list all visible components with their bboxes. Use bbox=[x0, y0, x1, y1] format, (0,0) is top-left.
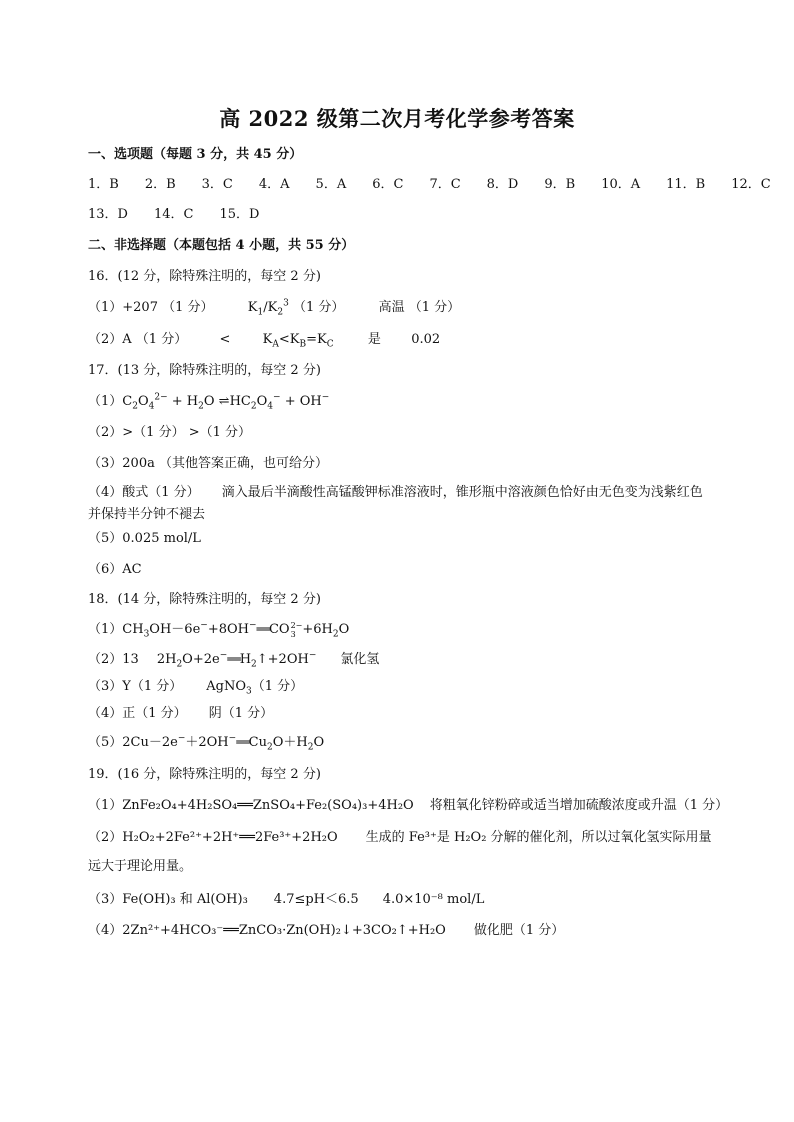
q19-p2-note: 生成的 Fe³⁺是 H₂O₂ 分解的催化剂，所以过氧化氢实际用量 bbox=[365, 830, 712, 845]
q16-p2-a: （2）A （1 分） bbox=[88, 332, 188, 347]
q17-header: 17．(13 分，除特殊注明的，每空 2 分) bbox=[88, 363, 321, 378]
mc-answers-row2 bbox=[88, 206, 285, 224]
mc-answer: 7．C bbox=[429, 177, 461, 192]
mc-answer: 10．A bbox=[601, 177, 641, 192]
q18-part2: （2）13 $2H_2O+2e^-══H_2↑+2OH^-$ 氯化氢 bbox=[88, 650, 380, 670]
q16-part2 bbox=[88, 331, 440, 349]
q19-part3: （3）Fe(OH)₃ 和 Al(OH)₃ 4.7≤pH＜6.5 4.0×10⁻⁸ mol/L bbox=[88, 892, 485, 907]
q17-part6: （6）AC bbox=[88, 562, 142, 577]
q17-part5: （5）0.025 mol/L bbox=[88, 531, 201, 546]
equilibrium-arrow: ⇌ bbox=[218, 394, 230, 409]
q18-part1: $(1)CH_3OH-6e^-+8OH^-══CO$ 2− 3 $+6H_2O$ bbox=[88, 620, 350, 640]
mc-answer: 14．C bbox=[153, 207, 194, 222]
q16-p1-b: $K_1/K_2^3$ （1 分） bbox=[247, 298, 345, 318]
q17-part4 bbox=[88, 482, 708, 526]
mc-answer: 3．C bbox=[201, 177, 233, 192]
q16-p2-c: $K_A<K_B=K_C$ bbox=[262, 332, 334, 350]
q17-part2: （2）>（1 分） >（1 分） bbox=[88, 425, 251, 440]
mc-answer: 12．C bbox=[731, 177, 771, 192]
q19-part2 bbox=[88, 829, 712, 847]
q19-part4: （4）2Zn²⁺+4HCO₃⁻══ZnCO₃·Zn(OH)₂↓+3CO₂↑+H₂O 做化肥（1 分） bbox=[88, 923, 565, 938]
page-title: 高 2022 级第二次月考化学参考答案 bbox=[219, 106, 575, 131]
q18-header: 18．(14 分，除特殊注明的，每空 2 分) bbox=[88, 592, 321, 607]
q16-header: 16．(12 分，除特殊注明的，每空 2 分) bbox=[88, 269, 321, 284]
q19-p1-note: 将粗氧化锌粉碎或适当增加硫酸浓度或升温（1 分） bbox=[429, 798, 729, 813]
q16-p1-c: 高温 （1 分） bbox=[378, 300, 461, 315]
q17-p4-a: （4）酸式（1 分） bbox=[88, 485, 200, 500]
mc-answer: 6．C bbox=[372, 177, 404, 192]
mc-answer: 8．D bbox=[486, 177, 519, 192]
q16-p2-b: < bbox=[219, 332, 231, 347]
q19-part2-cont: 远大于理论用量。 bbox=[88, 859, 193, 874]
q18-part3: （3）Y（1 分） AgNO$_3$（1 分） bbox=[88, 679, 304, 697]
mc-answer: 13．D bbox=[88, 207, 128, 222]
q16-p1-a: （1）+207 （1 分） bbox=[88, 300, 214, 315]
q19-p2-eq: （2）H₂O₂+2Fe²⁺+2H⁺══2Fe³⁺+2H₂O bbox=[88, 830, 338, 845]
q18-part5: $(5)2Cu-2e^-+2OH^-══Cu_2O+H_2O$ bbox=[88, 733, 325, 753]
mc-answers-row1 bbox=[88, 176, 771, 194]
mc-answer: 15．D bbox=[219, 207, 260, 222]
q16-part1 bbox=[88, 299, 460, 317]
section1-heading: 一、选项题（每题 3 分，共 45 分） bbox=[88, 147, 303, 162]
q16-p2-e: 0.02 bbox=[411, 332, 441, 347]
mc-answer: 2．B bbox=[144, 177, 176, 192]
q19-p1-eq: （1）ZnFe₂O₄+4H₂SO₄══ZnSO₄+Fe₂(SO₄)₃+4H₂O bbox=[88, 798, 414, 813]
mc-answer: 5．A bbox=[315, 177, 347, 192]
q17-p4-b: 滴入最后半滴酸性高锰酸钾标准溶液时，锥形瓶中溶液颜色恰好由无色变为浅紫红色并保持半分钟不褪去 bbox=[88, 485, 703, 522]
mc-answer: 1．B bbox=[88, 177, 119, 192]
mc-answer: 11．B bbox=[666, 177, 706, 192]
section2-heading: 二、非选择题（本题包括 4 小题，共 55 分） bbox=[88, 238, 355, 253]
q19-header: 19．(16 分，除特殊注明的，每空 2 分) bbox=[88, 767, 321, 782]
q16-p2-d: 是 bbox=[367, 332, 381, 347]
mc-answer: 4．A bbox=[258, 177, 290, 192]
q17-part1: $(1)C_2O_4^{2-} + H_2O$ $\rightleftharpoons HC_2O_4^- + OH^-$ bbox=[88, 392, 330, 412]
mc-answer: 9．B bbox=[544, 177, 576, 192]
q19-part1 bbox=[88, 797, 728, 815]
q17-part3: （3）200a （其他答案正确，也可给分） bbox=[88, 456, 328, 471]
q18-part4: （4）正（1 分） 阴（1 分） bbox=[88, 706, 274, 721]
